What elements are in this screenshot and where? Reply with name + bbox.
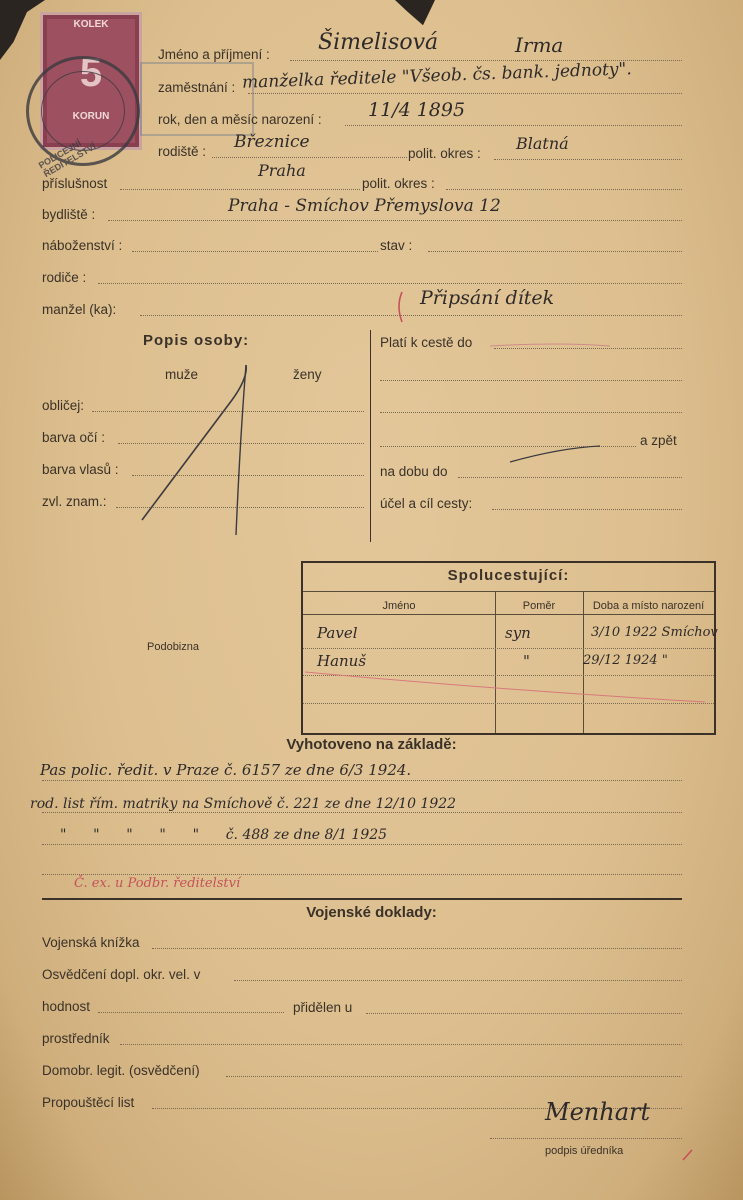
companions-header-birth: Doba a místo narození: [592, 600, 705, 612]
hw-birthplace: Březnice: [234, 132, 310, 152]
travel-return: a zpět: [640, 433, 677, 448]
label-residence: bydliště :: [42, 207, 96, 222]
label-birth: rok, den a měsíc narození :: [158, 112, 322, 127]
label-parents: rodiče :: [42, 270, 87, 285]
companions-title: Spolucestující:: [447, 567, 570, 584]
photo-label: Podobizna: [147, 641, 199, 653]
label-status: stav :: [380, 238, 413, 253]
description-female: ženy: [293, 367, 322, 382]
hw-district-1: Blatná: [516, 134, 569, 153]
official-signature: Menhart: [545, 1098, 651, 1126]
label-district-2: polit. okres :: [362, 176, 435, 191]
basis-line-3: " " " " " č. 488 ze dne 8/1 1925: [60, 827, 388, 843]
hw-surname: Šimelisová: [318, 30, 439, 55]
hw-occupation: manželka ředitele "Všeob. čs. bank. jednoty".: [241, 59, 633, 93]
companion-2-relation: ": [523, 652, 530, 670]
description-row-hair: barva vlasů :: [42, 462, 119, 477]
description-male: muže: [165, 367, 199, 382]
description-row-marks: zvl. znam.:: [42, 494, 107, 509]
companion-2-name: Hanuš: [317, 652, 367, 670]
label-district-1: polit. okres :: [408, 146, 481, 161]
label-religion: náboženství :: [42, 238, 123, 253]
basis-title: Vyhotoveno na základě:: [286, 736, 457, 753]
description-row-eyes: barva očí :: [42, 430, 106, 445]
hw-birth: 11/4 1895: [368, 99, 466, 121]
label-occupation: zaměstnání :: [158, 80, 236, 95]
companion-1-name: Pavel: [317, 624, 358, 642]
hw-citizenship: Praha: [258, 161, 306, 180]
travel-purpose: účel a cíl cesty:: [380, 496, 473, 511]
spouse-red-bracket: [399, 292, 402, 322]
basis-red-note: Č. ex. u Podbr. ředitelství: [74, 876, 241, 891]
military-discharge: Propouštěcí list: [42, 1095, 135, 1110]
stamp-currency: KORUN: [72, 111, 110, 122]
description-pencil-stroke: [142, 365, 246, 520]
companions-header-name: Jméno: [382, 600, 416, 612]
companion-1-birth: 3/10 1922 Smíchov: [591, 625, 718, 640]
military-agent: prostředník: [42, 1031, 110, 1046]
label-citizenship: příslušnost: [42, 176, 108, 191]
label-spouse: manžel (ka):: [42, 302, 117, 317]
hw-residence: Praha - Smíchov Přemyslova 12: [228, 196, 501, 216]
companions-header-relation: Poměr: [522, 600, 556, 612]
companion-2-birth: 29/12 1924 ": [583, 653, 668, 668]
stamp-title: KOLEK: [73, 19, 109, 30]
travel-period: na dobu do: [380, 464, 448, 479]
spouse-red-underline: [490, 344, 610, 346]
hw-first-name: Irma: [515, 33, 564, 57]
corner-red-check: [683, 1150, 692, 1160]
stamp-value: 5: [79, 51, 103, 95]
travel-valid: Platí k cestě do: [380, 335, 473, 350]
companion-1-relation: syn: [505, 624, 531, 642]
military-title: Vojenské doklady:: [306, 904, 437, 921]
military-assigned: přidělen u: [293, 1000, 353, 1015]
description-row-face: obličej:: [42, 398, 85, 413]
hw-spouse-note: Připsání dítek: [420, 287, 555, 309]
military-certificate: Osvědčení dopl. okr. vel. v: [42, 967, 201, 982]
official-signature-label: podpis úředníka: [545, 1145, 624, 1157]
travel-pencil-stroke: [510, 446, 600, 462]
military-booklet: Vojenská knížka: [42, 935, 140, 950]
basis-line-2: rod. list řím. matriky na Smíchově č. 221 ze dne 12/10 1922: [30, 796, 457, 812]
military-legion: Domobr. legit. (osvědčení): [42, 1063, 200, 1078]
description-title: Popis osoby:: [143, 332, 250, 349]
seal-text: POLICEJNÍ ŘEDITELSTVÍ: [36, 138, 98, 180]
companions-red-line: [305, 672, 705, 702]
military-rank: hodnost: [42, 999, 91, 1014]
label-name: Jméno a příjmení :: [158, 47, 270, 62]
basis-line-1: Pas polic. ředit. v Praze č. 6157 ze dne 6/3 1924.: [40, 761, 412, 779]
label-birthplace: rodiště :: [158, 144, 207, 159]
